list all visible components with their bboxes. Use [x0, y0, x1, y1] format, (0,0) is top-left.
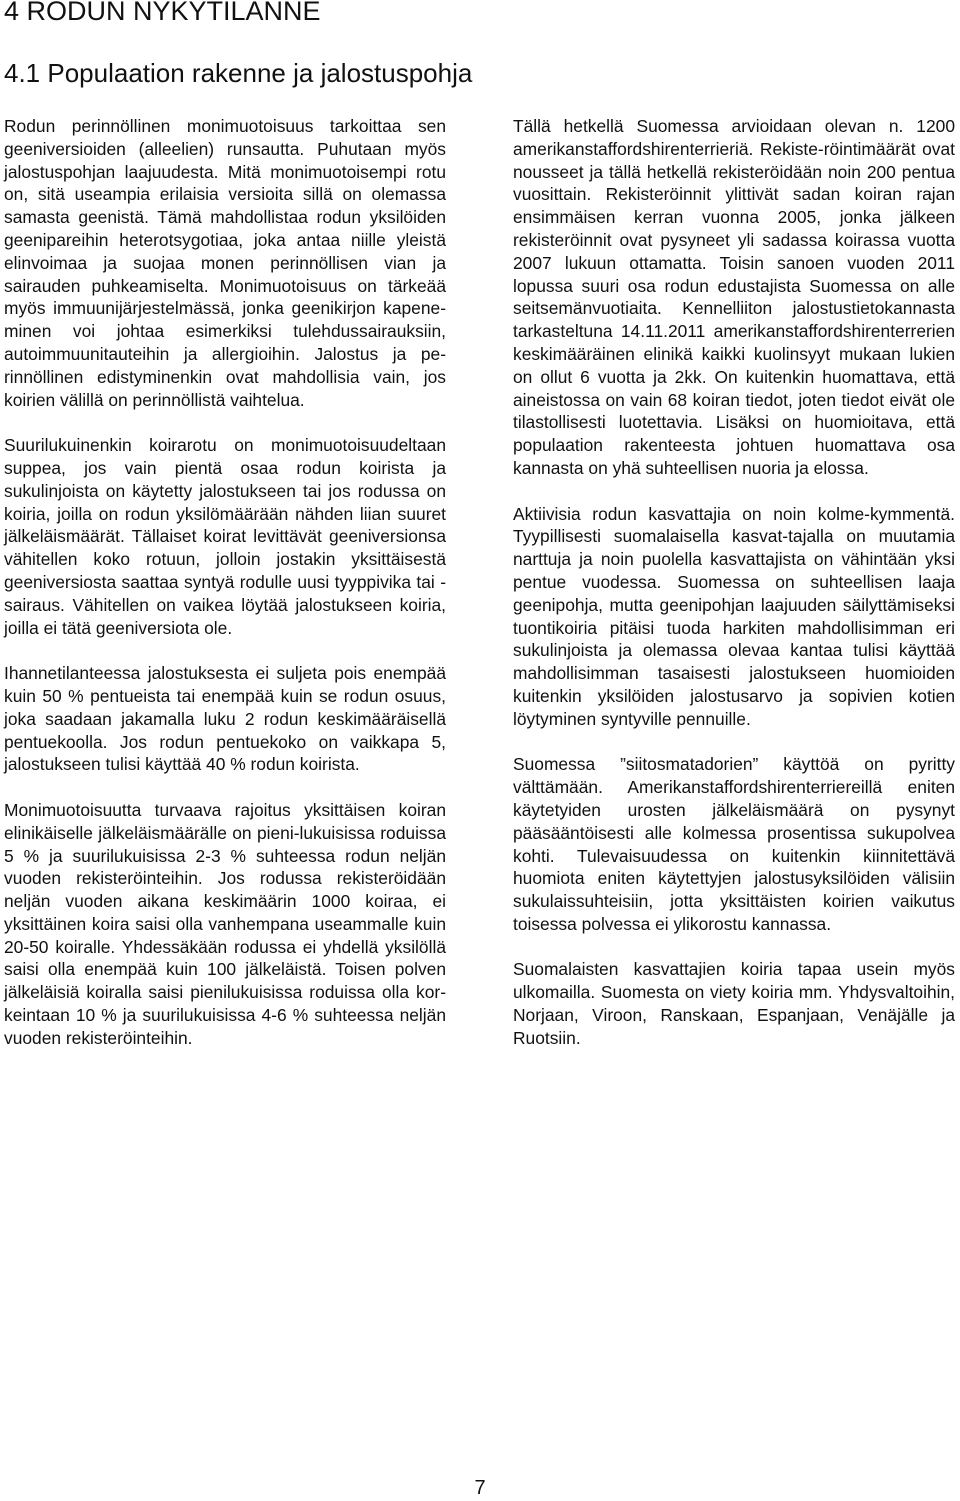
paragraph: Suurilukuinenkin koirarotu on monimuotoisuudeltaan suppea, jos vain pientä osaa rodun koirista ja sukulinjoista on käytetty jalostukseen tai jos rodussa on koiria, joilla on rodun yksilömäärään nähden liian suuret jälkeläismäärät. Tällaiset koirat levittävät geeniversionsa vähitellen koko rotuun, jolloin jostakin yksittäisestä geeniversiosta saattaa syntyä rodulle uusi tyyppivika tai -sairaus. Vähitellen on vaikea löytää jalostukseen koiria, joilla ei tätä geeniversiota ole. [4, 435, 446, 638]
section-heading: 4.1 Populaation rakenne ja jalostuspohja [4, 58, 473, 88]
chapter-heading: 4 RODUN NYKYTILANNE [4, 0, 321, 26]
left-column [4, 115, 446, 1050]
paragraph: Aktiivisia rodun kasvattajia on noin kolme-kymmentä. Tyypillisesti suomalaisella kasvat-tajalla on muutamia narttuja ja noin puolella kasvattajista on vähintään yksi pentue vuodessa. Suomessa on suhteellisen laaja geenipohja, mutta geenipohjan laajuuden säilyttämiseksi tuontikoiria pitäisi tuoda harkiten mahdollisimman eri sukulinjoista ja olemassa olevaa kantaa tulisi käyttää mahdollisimman tasaisesti jalostukseen huomioiden kuitenkin yksilöiden jalostusarvo ja sopivien kotien löytyminen syntyville pennuille. [513, 503, 955, 729]
paragraph: Ihannetilanteessa jalostuksesta ei suljeta pois enempää kuin 50 % pentueista tai enempää kuin se rodun osuus, joka saadaan jakamalla luku 2 rodun keskimääräisellä pentuekoolla. Jos rodun pentuekoko on vaikkapa 5, jalostukseen tulisi käyttää 40 % rodun koirista. [4, 663, 446, 775]
paragraph: Suomessa ”siitosmatadorien” käyttöä on pyritty välttämään. Amerikanstaffordshirenterriereillä eniten käytetyiden urosten jälkeläismäärä on pysynyt pääsääntöisesti alle kolmessa prosentissa sukupolvea kohti. Tulevaisuudessa on kuitenkin kiinnitettävä huomiota eniten käytettyjen jalostusyksilöiden välisiin sukulaissuhteisiin, jotta yksittäisten koirien vaikutus toisessa polvessa ei ylikorostu kannassa. [513, 754, 955, 934]
right-column [513, 115, 955, 1050]
paragraph: Tällä hetkellä Suomessa arvioidaan olevan n. 1200 amerikanstaffordshirenterrieriä. Rekiste-röintimäärät ovat nousseet ja tällä hetkellä rekisteröidään noin 200 pentua vuosittain. Rekisteröinnit ylittivät sadan koiran rajan ensimmäisen kerran vuonna 2005, jonka jälkeen rekisteröinnit ovat pysyneet yli sadassa koirassa vuotta 2007 lukuun ottamatta. Toisin sanoen vuoden 2011 lopussa suuri osa rodun edustajista Suomessa on alle seitsemänvuotiaita. Kennelliiton jalostustietokannasta tarkasteltuna 14.11.2011 amerikanstaffordshirenterrerien keskimääräinen elinikä kaikki kuolinsyyt mukaan lukien on ollut 6 vuotta ja 2kk. On kuitenkin huomattava, että aineistossa on vain 68 koiran tiedot, joten tiedot eivät ole tilastollisesti luotettavia. Lisäksi on huomioitava, että populaation rakenteesta johtuen huomattava osa kannasta on yhä suhteellisen nuoria ja elossa. [513, 116, 955, 478]
paragraph: Monimuotoisuutta turvaava rajoitus yksittäisen koiran elinikäiselle jälkeläismäärälle on pieni-lukuisissa roduissa 5 % ja suurilukuisissa 2-3 % suhteessa rodun neljän vuoden rekisteröinteihin. Jos rodussa rekisteröidään neljän vuoden aikana keskimäärin 1000 koiraa, ei yksittäinen koira saisi olla vanhempana useammalle kuin 20-50 koiralle. Yhdessäkään rodussa ei yhdellä yksilöllä saisi olla enempää kuin 100 jälkeläistä. Toisen polven jälkeläisiä koiralla saisi pienilukuisissa roduissa olla korkeintaan 10 % ja suurilukuisissa 4-6 % suhteessa neljän vuoden rekisteröinteihin. [4, 799, 446, 1048]
paragraph: Rodun perinnöllinen monimuotoisuus tarkoittaa sen geeniversioiden (alleelien) runsautta. Puhutaan myös jalostuspohjan laajuudesta. Mitä monimuotoisempi rotu on, sitä useampia erilaisia versioita sillä on olemassa samasta geenistä. Tämä mahdollistaa rodun yksilöiden geenipareihin heterotsygotiaa, joka antaa niille yleistä elinvoimaa ja suojaa monen perinnöllisen vian ja sairauden puhkeamiselta. Monimuotoisuus on tärkeää myös immuunijärjestelmässä, jonka geenikirjon kapeneminen voi johtaa esimerkiksi tulehdussairauksiin, autoimmuunitauteihin ja allergioihin. Jalostus ja perinnöllinen edistyminenkin ovat mahdollisia vain, jos koirien välillä on perinnöllistä vaihtelua. [4, 116, 446, 410]
page-number: 7 [474, 1477, 486, 1499]
paragraph: Suomalaisten kasvattajien koiria tapaa usein myös ulkomailla. Suomesta on viety koiria mm. Yhdysvaltoihin, Norjaan, Viroon, Ranskaan, Espanjaan, Venäjälle ja Ruotsiin. [513, 959, 955, 1048]
